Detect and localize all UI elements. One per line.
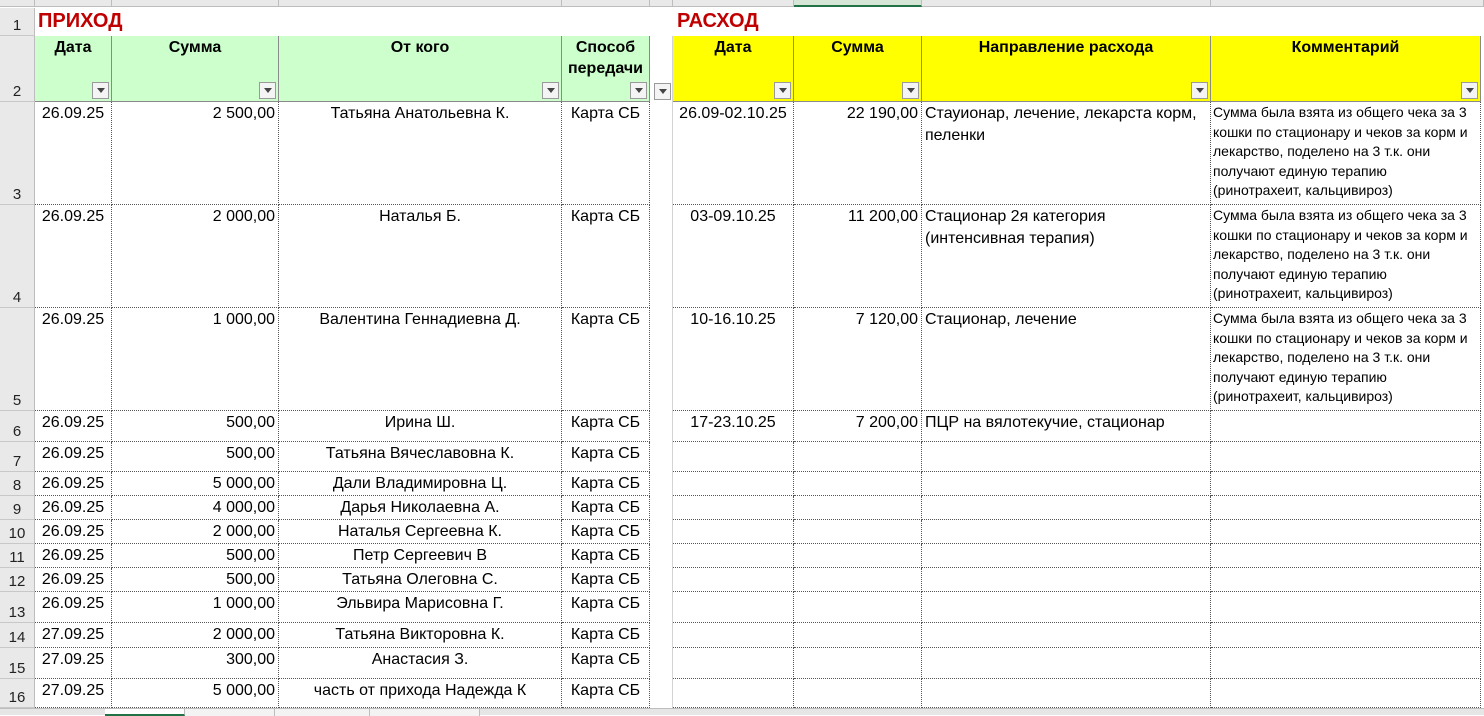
column-header[interactable] [279,0,562,7]
income-header-cell[interactable] [112,36,279,102]
expense-cell[interactable]: Сумма была взята из общего чека за 3 кошки по стационару и чеков за корм и лекарство, поделено на 3 т.к. они получают единую терапию (ринотрахеит, кальцивироз) [1211,308,1481,411]
expense-cell[interactable] [1211,544,1481,568]
income-header-label: Сумма [168,39,222,56]
expense-cell[interactable] [794,472,922,496]
expense-cell[interactable] [673,592,794,623]
column-header[interactable] [794,0,922,7]
income-cell[interactable]: Карта СБ [562,496,650,520]
row-header[interactable]: 12 [0,568,35,592]
income-cell[interactable]: Татьяна Вячеславовна К. [279,442,562,472]
expense-cell[interactable]: Стационар, лечение [922,308,1211,411]
income-cell[interactable]: Ирина Ш. [279,411,562,442]
income-cell[interactable]: Карта СБ [562,648,650,679]
filter-dropdown-button[interactable] [1191,82,1208,99]
expense-cell[interactable] [794,568,922,592]
income-cell[interactable]: Карта СБ [562,308,650,411]
income-cell[interactable]: Валентина Геннадиевна Д. [279,308,562,411]
expense-cell[interactable]: 11 200,00 [794,205,922,308]
row-header[interactable]: 2 [0,36,35,102]
income-cell[interactable]: Карта СБ [562,472,650,496]
column-header[interactable] [1211,0,1484,7]
expense-cell[interactable] [673,496,794,520]
expense-cell[interactable]: 7 200,00 [794,411,922,442]
spacer-column-header-cell[interactable] [650,36,673,102]
expense-cell[interactable] [922,592,1211,623]
income-cell[interactable]: Карта СБ [562,205,650,308]
filter-dropdown-button[interactable] [654,83,671,100]
expense-header-cell[interactable] [794,36,922,102]
expense-cell[interactable] [794,592,922,623]
expense-cell[interactable] [1211,442,1481,472]
sheet-tab-bar [0,708,1484,715]
expense-cell[interactable] [794,679,922,708]
expense-cell[interactable] [673,442,794,472]
income-cell[interactable]: Татьяна Анатольевна К. [279,102,562,205]
income-cell[interactable]: Дали Владимировна Ц. [279,472,562,496]
expense-cell[interactable] [673,568,794,592]
income-cell[interactable]: Наталья Сергеевна К. [279,520,562,544]
income-cell[interactable]: 26.09.25 [35,472,112,496]
expense-cell[interactable] [922,520,1211,544]
income-header-label: От кого [390,39,450,56]
expense-header-label: Сумма [831,39,884,56]
expense-header-cell[interactable] [673,36,794,102]
income-header-cell[interactable] [35,36,112,102]
income-cell[interactable]: 27.09.25 [35,623,112,648]
expense-cell[interactable] [794,623,922,648]
filter-dropdown-button[interactable] [902,82,919,99]
income-cell[interactable]: Татьяна Викторовна К. [279,623,562,648]
expense-cell[interactable] [673,544,794,568]
expense-cell[interactable] [794,496,922,520]
expense-cell[interactable]: 26.09-02.10.25 [673,102,794,205]
income-cell[interactable]: 1 000,00 [112,592,279,623]
income-cell[interactable]: 2 500,00 [112,102,279,205]
expense-header-cell[interactable] [922,36,1211,102]
row-header[interactable]: 14 [0,623,35,648]
column-header[interactable] [650,0,673,7]
row-header[interactable]: 10 [0,520,35,544]
income-cell[interactable]: 26.09.25 [35,544,112,568]
expense-cell[interactable] [1211,472,1481,496]
expense-cell[interactable] [922,544,1211,568]
income-cell[interactable]: 2 000,00 [112,520,279,544]
expense-cell[interactable]: Стауионар, лечение, лекарста корм, пеленки [922,102,1211,205]
income-cell[interactable]: Карта СБ [562,442,650,472]
income-cell[interactable]: 300,00 [112,648,279,679]
row-header[interactable]: 3 [0,102,35,205]
expense-cell[interactable] [1211,623,1481,648]
expense-cell[interactable] [922,472,1211,496]
filter-dropdown-button[interactable] [259,82,276,99]
income-cell[interactable]: Петр Сергеевич В [279,544,562,568]
expense-cell[interactable] [673,520,794,544]
row-header[interactable]: 5 [0,308,35,411]
expense-header-cell[interactable] [1211,36,1481,102]
column-header[interactable] [35,0,112,7]
income-header-label: Способ передачи [567,39,643,77]
income-cell[interactable]: 26.09.25 [35,568,112,592]
expense-cell[interactable]: 10-16.10.25 [673,308,794,411]
expense-cell[interactable] [922,442,1211,472]
income-cell[interactable]: 26.09.25 [35,205,112,308]
income-cell[interactable]: Карта СБ [562,568,650,592]
expense-cell[interactable] [673,648,794,679]
income-cell[interactable]: 2 000,00 [112,623,279,648]
income-cell[interactable]: Эльвира Марисовна Г. [279,592,562,623]
income-cell[interactable]: Наталья Б. [279,205,562,308]
income-cell[interactable]: 26.09.25 [35,411,112,442]
expense-cell[interactable]: 17-23.10.25 [673,411,794,442]
expense-cell[interactable]: Сумма была взята из общего чека за 3 кошки по стационару и чеков за корм и лекарство, поделено на 3 т.к. они получают единую терапию (ринотрахеит, кальцивироз) [1211,205,1481,308]
expense-cell[interactable]: Стационар 2я категория (интенсивная терапия) [922,205,1211,308]
column-header[interactable] [673,0,794,7]
income-title: ПРИХОД [38,10,123,32]
row-header[interactable]: 7 [0,442,35,472]
row-header[interactable]: 4 [0,205,35,308]
expense-cell[interactable] [673,472,794,496]
filter-dropdown-button[interactable] [1461,82,1478,99]
expense-cell[interactable] [1211,520,1481,544]
income-cell[interactable]: Карта СБ [562,679,650,708]
expense-cell[interactable] [922,648,1211,679]
row-header[interactable]: 6 [0,411,35,442]
income-cell[interactable]: 2 000,00 [112,205,279,308]
row-header[interactable]: 11 [0,544,35,568]
income-cell[interactable]: часть от прихода Надежда К [279,679,562,708]
income-cell[interactable]: 5 000,00 [112,679,279,708]
expense-cell[interactable] [673,679,794,708]
expense-header-label: Направление расхода [978,39,1154,56]
filter-dropdown-button[interactable] [92,82,109,99]
income-cell[interactable]: 26.09.25 [35,520,112,544]
expense-cell[interactable] [1211,648,1481,679]
filter-dropdown-button[interactable] [774,82,791,99]
income-cell[interactable]: 500,00 [112,544,279,568]
expense-cell[interactable]: 22 190,00 [794,102,922,205]
expense-cell[interactable]: Сумма была взята из общего чека за 3 кошки по стационару и чеков за корм и лекарство, поделено на 3 т.к. они получают единую терапию (ринотрахеит, кальцивироз) [1211,102,1481,205]
income-cell[interactable]: Карта СБ [562,623,650,648]
row-header[interactable]: 15 [0,648,35,679]
income-cell[interactable]: 1 000,00 [112,308,279,411]
income-cell[interactable]: Карта СБ [562,520,650,544]
row-header[interactable]: 16 [0,679,35,708]
expense-cell[interactable] [922,679,1211,708]
column-header[interactable] [0,0,35,7]
expense-cell[interactable] [1211,568,1481,592]
expense-cell[interactable] [1211,411,1481,442]
income-cell[interactable]: 5 000,00 [112,472,279,496]
column-header[interactable] [922,0,1211,7]
expense-cell[interactable] [922,623,1211,648]
income-cell[interactable]: Карта СБ [562,592,650,623]
expense-cell[interactable] [1211,592,1481,623]
income-cell[interactable]: 26.09.25 [35,308,112,411]
income-cell[interactable]: 26.09.25 [35,592,112,623]
income-cell[interactable]: Дарья Николаевна А. [279,496,562,520]
income-cell[interactable]: Карта СБ [562,544,650,568]
income-cell[interactable]: 26.09.25 [35,102,112,205]
filter-dropdown-button[interactable] [630,82,647,99]
row-header[interactable]: 9 [0,496,35,520]
row-header[interactable]: 13 [0,592,35,623]
expense-cell[interactable] [794,520,922,544]
row-header[interactable]: 8 [0,472,35,496]
filter-dropdown-button[interactable] [542,82,559,99]
income-cell[interactable]: Татьяна Олеговна С. [279,568,562,592]
expense-cell[interactable] [794,648,922,679]
expense-header-label: Дата [714,39,752,56]
column-header[interactable] [112,0,279,7]
income-header-cell[interactable] [562,36,650,102]
expense-header-label: Комментарий [1291,39,1400,56]
income-header-label: Дата [54,39,92,56]
expense-cell[interactable] [1211,496,1481,520]
income-cell[interactable]: 4 000,00 [112,496,279,520]
row-header[interactable]: 1 [0,8,35,36]
income-cell[interactable]: Анастасия З. [279,648,562,679]
expense-cell[interactable]: ПЦР на вялотекучие, стационар [922,411,1211,442]
income-cell[interactable]: Карта СБ [562,102,650,205]
expense-title: РАСХОД [677,10,759,32]
expense-cell[interactable] [794,544,922,568]
income-cell[interactable]: 26.09.25 [35,496,112,520]
income-cell[interactable]: 500,00 [112,411,279,442]
income-cell[interactable]: 27.09.25 [35,648,112,679]
income-cell[interactable]: 500,00 [112,442,279,472]
income-cell[interactable]: 27.09.25 [35,679,112,708]
expense-cell[interactable] [1211,679,1481,708]
income-header-cell[interactable] [279,36,562,102]
expense-cell[interactable]: 03-09.10.25 [673,205,794,308]
expense-cell[interactable] [673,623,794,648]
income-cell[interactable]: 500,00 [112,568,279,592]
expense-cell[interactable] [922,496,1211,520]
income-cell[interactable]: Карта СБ [562,411,650,442]
income-cell[interactable]: 26.09.25 [35,442,112,472]
expense-cell[interactable] [794,442,922,472]
expense-cell[interactable]: 7 120,00 [794,308,922,411]
expense-cell[interactable] [922,568,1211,592]
column-header[interactable] [562,0,650,7]
